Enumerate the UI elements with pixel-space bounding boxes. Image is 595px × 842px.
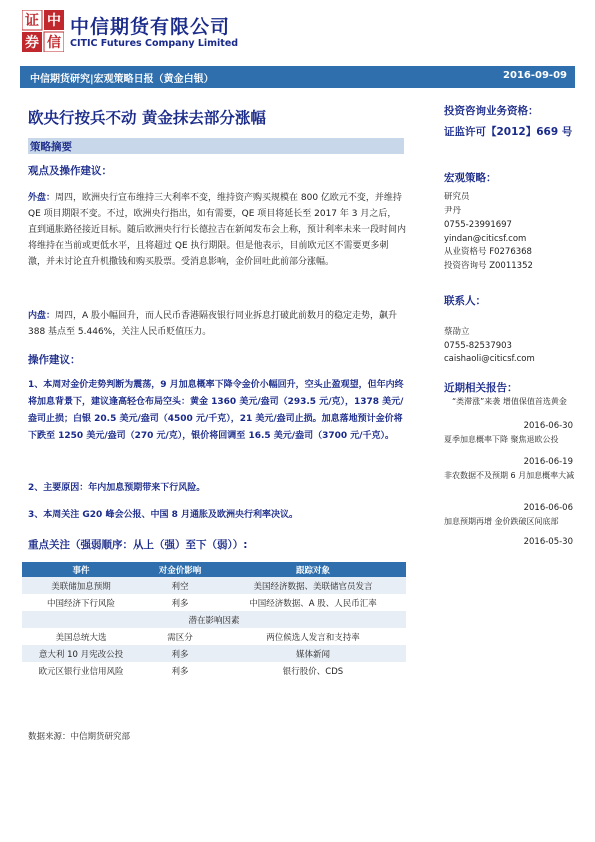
para-lead: 内盘： <box>28 311 56 321</box>
table-cell: 潜在影响因素 <box>22 611 406 628</box>
table-cell: 两位候选人发言和支持率 <box>266 632 360 643</box>
table-cell: 美国经济数据、美联储官员发言 <box>220 577 406 594</box>
section-header <box>28 138 404 154</box>
analyst-phone: 0755-23991697 <box>444 220 512 230</box>
table-header-row <box>22 562 406 577</box>
table-cell: 中国经济下行风险 <box>46 598 115 609</box>
company-name-en: CITIC Futures Company Limited <box>70 38 239 49</box>
analyst-title: 研究员 <box>444 192 470 202</box>
report-series: 中信期货研究|宏观策略日报（黄金白银） <box>30 74 214 85</box>
logo-char: 券 <box>25 35 39 51</box>
company-logo <box>22 10 64 52</box>
table-cell: 利多 <box>140 645 220 662</box>
table-cell: 银行股价、CDS <box>282 666 344 677</box>
table-cell: 媒体新闻 <box>220 645 406 662</box>
impact-table <box>22 562 406 679</box>
table-row <box>22 577 406 594</box>
table-cell: 美联储加息预期 <box>22 577 140 594</box>
focus-heading: 重点关注（强弱顺序：从上（强）至下（弱））: <box>28 539 248 551</box>
report-link[interactable]: 非农数据不及预期 6 月加息概率大减 <box>444 471 575 480</box>
para-text: 周四，欧洲央行宣布维持三大利率不变，维持资产购买规模在 800 亿欧元不变，并维持 QE 项目期限不变。不过，欧洲央行指出，如有需要，QE 项目将延长至 2017 年 3 月之后， 直到通胀路径接近目标。随后欧洲央行行长德拉吉在新闻发布会上称，预计利率未来一段时间内将维持在当前或更低水平，且将超过 QE 执行期限。但是他表示，目前欧元区不需要更多刺激，并未讨论直升机撒钱和购买股票。受消息影响，金价回吐此前部分涨幅。 <box>28 193 407 267</box>
reports-heading: 近期相关报告： <box>444 382 518 394</box>
analyst-license: 从业资格号 F0276368 <box>444 247 532 257</box>
table-cell: 利空 <box>140 577 220 594</box>
paragraph-domestic <box>28 308 406 340</box>
company-name-cn: 中信期货有限公司 <box>70 16 231 38</box>
advice-1: 1、本周对金价走势判断为震荡，9 月加息概率下降令金价小幅回升，空头止盈观望，但年内终将加息背景下，建议逢高轻仓布局空头：黄金 1360 美元/盎司（293.5 元/克），1378 美元/盎司止损；白银 20.5 美元/盎司（4500 元/千克），21 美元/盎司止损。加息落地预计金价将下跌至 1250 美元/盎司（270 元/克），银价将回调至 16.5 美元/盎司（3700 元/千克）。 <box>28 380 404 441</box>
table-row <box>22 628 406 645</box>
report-link[interactable]: “类滞涨”来袭 增值保值首选黄金 <box>452 397 567 406</box>
analyst-advisory-no: 投资咨询号 Z0011352 <box>444 261 533 271</box>
table-cell: 中国经济数据、A 股、人民币汇率 <box>249 598 377 609</box>
logo-char: 中 <box>47 13 61 29</box>
cert-heading: 投资咨询业务资格： <box>444 105 539 117</box>
contact-email: caishaoli@citicsf.com <box>444 354 535 364</box>
contact-name: 蔡劭立 <box>444 327 470 337</box>
analyst-name: 尹丹 <box>444 206 462 216</box>
analyst-email: yindan@citicsf.com <box>444 234 527 244</box>
table-row-potential <box>22 611 406 628</box>
table-row <box>22 662 406 679</box>
table-cell: 利多 <box>171 598 189 609</box>
contact-heading: 联系人： <box>444 295 486 307</box>
report-banner <box>20 66 575 88</box>
report-link[interactable]: 加息预期再增 金价跌破区间底部 <box>444 517 559 526</box>
table-header: 事件 <box>22 562 140 577</box>
logo-char: 信 <box>47 35 61 51</box>
data-source: 数据来源：中信期货研究部 <box>28 732 131 742</box>
para-lead: 外盘： <box>28 193 56 203</box>
strategy-heading: 宏观策略： <box>444 172 497 184</box>
report-date: 2016-09-09 <box>503 70 567 81</box>
table-cell: 利多 <box>171 666 189 677</box>
advice-2: 2、主要原因：年内加息预期带来下行风险。 <box>28 483 206 493</box>
table-row <box>22 594 406 611</box>
contact-phone: 0755-82537903 <box>444 341 512 351</box>
report-link[interactable]: 夏季加息概率下降 聚焦退欧公投 <box>444 435 559 444</box>
table-row <box>22 645 406 662</box>
cert-value: 证监许可【2012】669 号 <box>444 126 573 138</box>
view-heading: 观点及操作建议： <box>28 165 112 177</box>
table-cell: 欧元区银行业信用风险 <box>38 666 124 677</box>
table-header: 跟踪对象 <box>220 562 406 577</box>
report-title: 欧央行按兵不动 黄金抹去部分涨幅 <box>28 109 266 127</box>
ops-heading: 操作建议： <box>28 354 81 366</box>
table-cell: 意大利 10 月宪改公投 <box>22 645 140 662</box>
report-date-item: 2016-06-30 <box>523 421 573 431</box>
report-date-item: 2016-05-30 <box>523 537 573 547</box>
para-text: 周四，A 股小幅回升，而人民币香港隔夜银行同业拆息打破此前数月的稳定走势，飙升 388 基点至 5.446%，关注人民币贬值压力。 <box>28 311 398 337</box>
section-title: 策略摘要 <box>30 141 72 153</box>
logo-char: 证 <box>25 13 39 29</box>
paragraph-overseas <box>28 190 406 270</box>
report-date-item: 2016-06-06 <box>523 503 573 513</box>
advice-3: 3、本周关注 G20 峰会公报、中国 8 月通胀及欧洲央行利率决议。 <box>28 510 298 520</box>
table-cell: 需区分 <box>167 632 193 643</box>
table-header: 对金价影响 <box>140 562 220 577</box>
report-date-item: 2016-06-19 <box>523 457 573 467</box>
table-cell: 美国总统大选 <box>55 632 107 643</box>
